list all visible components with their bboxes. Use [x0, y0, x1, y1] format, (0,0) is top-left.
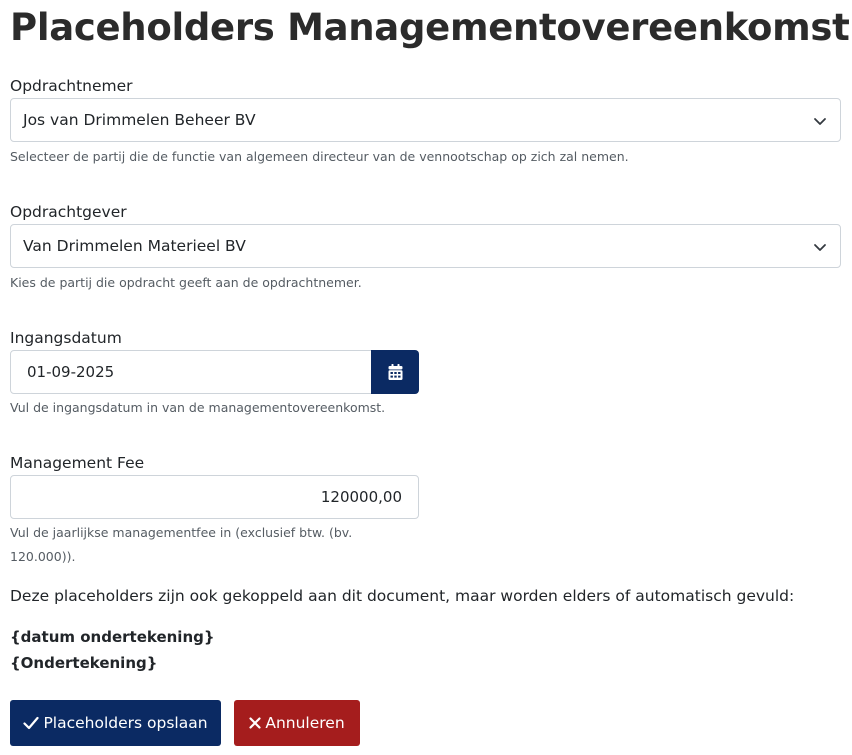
management-fee-label: Management Fee [10, 454, 145, 472]
save-placeholders-button[interactable] [10, 700, 221, 746]
linked-placeholder-item: {datum ondertekening} [10, 628, 215, 646]
management-fee-help-line2: 120.000)). [10, 549, 76, 564]
management-fee-help-line1: Vul de jaarlijkse managementfee in (exclusief btw. (bv. [10, 525, 353, 540]
opdrachtnemer-selected-value: Jos van Drimmelen Beheer BV [23, 111, 256, 129]
management-fee-value: 120000,00 [320, 488, 402, 506]
chevron-down-icon [812, 113, 828, 129]
close-icon [249, 717, 261, 729]
opdrachtnemer-select[interactable] [10, 98, 841, 142]
opdrachtnemer-label: Opdrachtnemer [10, 77, 133, 95]
ingangsdatum-help: Vul de ingangsdatum in van de managementovereenkomst. [10, 400, 386, 415]
chevron-down-icon [812, 239, 828, 255]
opdrachtnemer-help: Selecteer de partij die de functie van algemeen directeur van de vennootschap op zich zal nemen. [10, 149, 629, 164]
opdrachtgever-select[interactable] [10, 224, 841, 268]
save-button-label: Placeholders opslaan [43, 714, 208, 732]
calendar-icon [388, 364, 403, 380]
ingangsdatum-label: Ingangsdatum [10, 329, 122, 347]
page-title: Placeholders Managementovereenkomst [10, 6, 850, 49]
check-icon [23, 716, 39, 730]
ingangsdatum-value: 01-09-2025 [27, 363, 115, 381]
calendar-button[interactable] [371, 350, 419, 394]
opdrachtgever-help: Kies de partij die opdracht geeft aan de opdrachtnemer. [10, 275, 362, 290]
opdrachtgever-selected-value: Van Drimmelen Materieel BV [23, 237, 246, 255]
cancel-button[interactable] [234, 700, 360, 746]
management-fee-input[interactable] [10, 475, 419, 519]
opdrachtgever-label: Opdrachtgever [10, 203, 127, 221]
ingangsdatum-input[interactable] [10, 350, 372, 394]
linked-placeholders-note: Deze placeholders zijn ook gekoppeld aan dit document, maar worden elders of automatisch gevuld: [10, 587, 795, 605]
cancel-button-label: Annuleren [265, 714, 345, 732]
linked-placeholder-item: {Ondertekening} [10, 654, 158, 672]
